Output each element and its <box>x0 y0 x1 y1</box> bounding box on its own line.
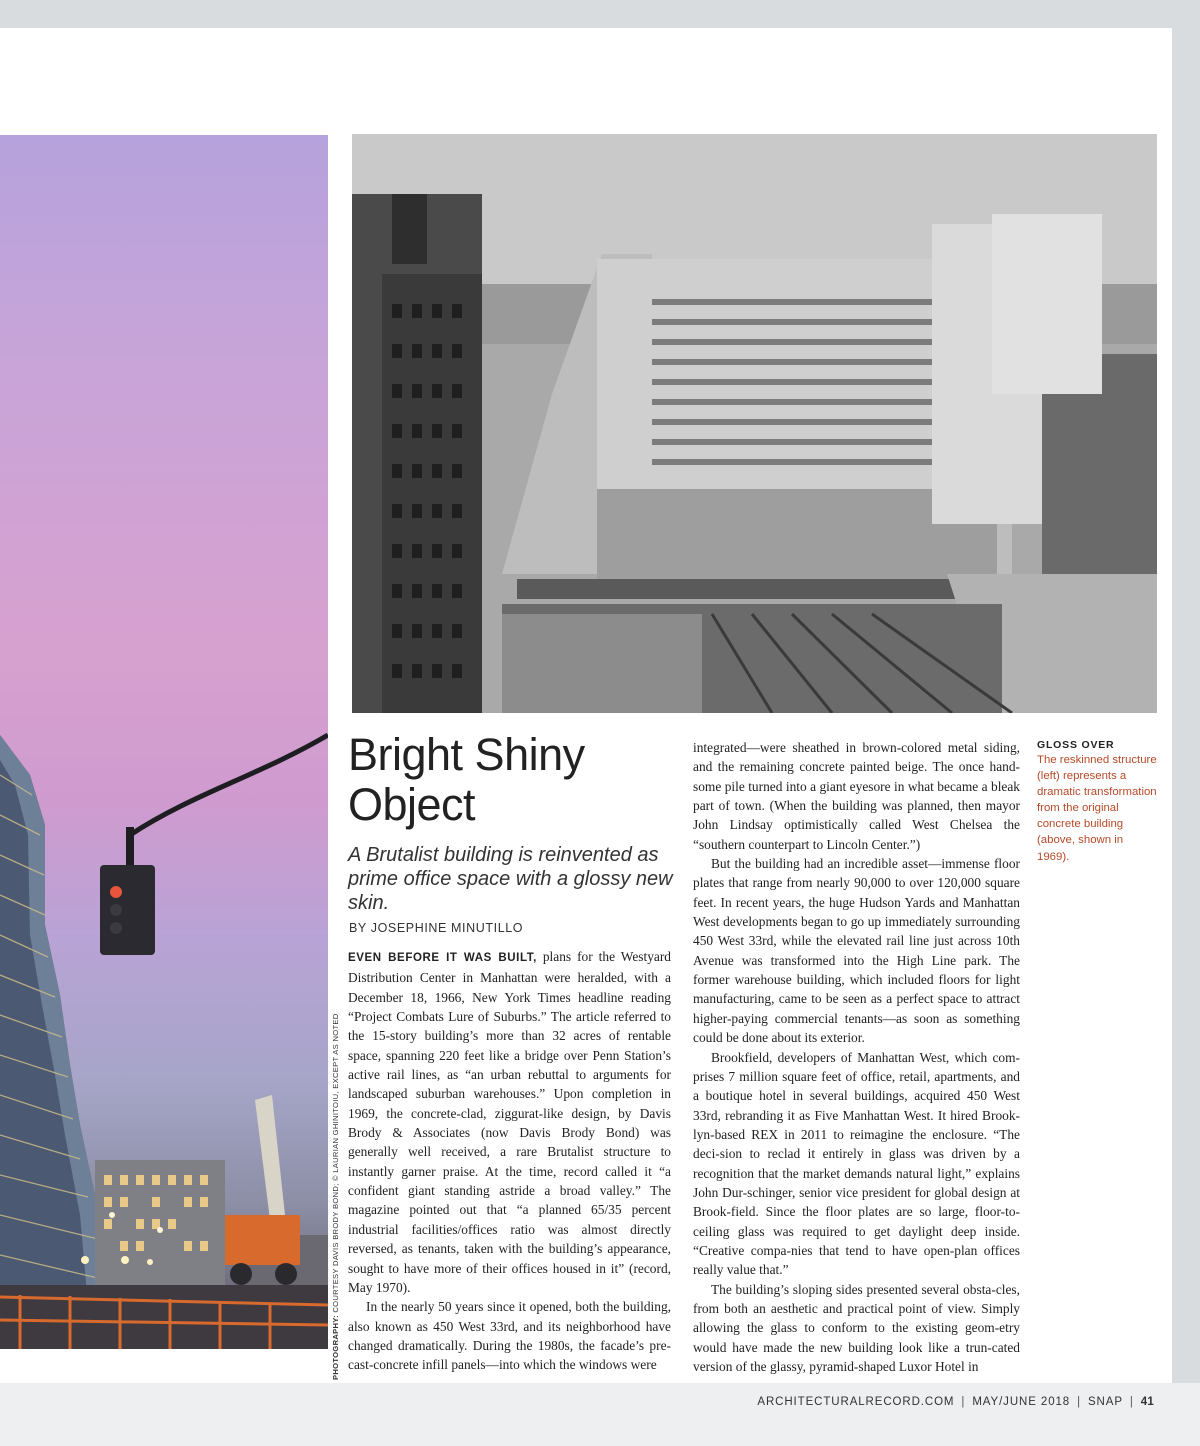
folio-issue: MAY/JUNE 2018 <box>972 1396 1071 1408</box>
magazine-page <box>0 28 1172 1383</box>
photo-credit <box>329 1013 343 1380</box>
page-gutter <box>0 1383 1200 1446</box>
left-tower <box>352 194 482 713</box>
color-photo-reclad-building <box>0 135 328 1349</box>
dusk-street-scene <box>0 135 328 1349</box>
folio-separator: | <box>1077 1396 1081 1408</box>
body-paragraph: Brookfield, developers of Manhattan West, which com-prises 7 million square feet of office, retail, apartments, and a boutique hotel in several buildings, acquired 450 West 33rd, rebranding it as Five Manhattan West. It hired Brook-lyn-based REX in 2011 to reimagine the enclosure. “The deci-sion to reclad it entirely in glass was driven by a recognition that the market demands natural light,” explains John Dur-schinger, senior vice president for global design at Brook-field. Since the floor plates are so large, floor-to-ceiling glass was required to get daylight deep inside. “Creative compa-nies that tend to have open-plan offices really value that.” <box>693 1049 1020 1278</box>
body-text: plans for the Westyard Distribution Center in Manhattan were heralded, with a December 18, 1966, New York Times headline reading “Project Combats Lure of Suburbs.” The article referred to the 15-story building’s more than 32 acres of rentable space, spanning 220 feet like a bridge over Penn Station’s active rail lines, as “an urban rebuttal to arguments for landscaped suburban warehouses.” Upon completion in 1969, the concrete-clad, ziggurat-like design, by Davis Brody & Associates (now Davis Brody Bond) was generally well received, a rare Brutalist structure to instantly garner praise. At the time, record called it “a confident giant standing astride a broad valley.” The magazine pointed out that “a planned 65/35 percent industrial facilities/offices ratio was almost directly reversed, as tenants, taken with the building’s appearance, sought to have more of their offices housed in it” (record, May 1970). <box>348 949 672 1295</box>
photo-credit-label: PHOTOGRAPHY: <box>331 1315 340 1380</box>
page-folio <box>757 1396 1154 1408</box>
lead-in: EVEN BEFORE IT WAS BUILT, <box>348 952 537 964</box>
folio-separator: | <box>961 1396 966 1408</box>
photo-caption-sidebar <box>1037 739 1157 865</box>
rail-yard <box>502 604 1012 713</box>
body-paragraph: In the nearly 50 years since it opened, both the building, also known as 450 West 33rd, and its neighborhood have changed dramatically. During the 1980s, the facade’s pre-cast-concrete infill panels—into which the windows were <box>348 1299 671 1373</box>
folio-site: ARCHITECTURALRECORD.COM <box>757 1396 955 1408</box>
caption-title: GLOSS OVER <box>1037 739 1115 751</box>
article-deck: A Brutalist building is reinvented as prime office space with a glossy new skin. <box>348 844 673 914</box>
body-column-2 <box>693 738 1020 1376</box>
body-paragraph <box>348 947 671 1297</box>
body-paragraph: integrated—were sheathed in brown-colored metal siding, and the remaining concrete painted beige. The once hand-some pile turned into a giant eyesore in what became a bleak part of town. (When the building was planned, then mayor John Lindsay optimistically called West Chelsea the “southern counterpart to Lincoln Center.”) <box>693 740 1020 852</box>
bw-photo-original-building-1969 <box>352 134 1157 713</box>
article-byline: BY JOSEPHINE MINUTILLO <box>349 921 524 935</box>
street <box>0 1285 328 1349</box>
body-column-1 <box>348 947 671 1375</box>
article-headline: Bright Shiny Object <box>348 729 585 830</box>
photo-credit-text: COURTESY DAVIS BRODY BOND; © LAURIAN GHINITOIU, EXCEPT AS NOTED <box>331 1013 340 1316</box>
body-paragraph: But the building had an incredible asset—immense floor plates that range from nearly 90,000 to over 120,000 square feet. In recent years, the huge Hudson Yards and Manhattan West developments began to go up immediately surrounding 450 West 33rd, while the elevated rail line just across 10th Avenue was transformed into the High Line park. The former warehouse building, which included floors for light manufacturing, came to be seen as a perfect space to attract higher-paying commercial tenants—as soon as something could be done about its exterior. <box>693 856 1020 1046</box>
folio-separator: | <box>1129 1396 1134 1408</box>
traffic-signal <box>100 735 328 955</box>
caption-text: The reskinned structure (left) represents a dramatic transformation from the original concrete building (above, shown in 1969). <box>1037 754 1157 863</box>
glass-building <box>0 735 110 1349</box>
westyard-1969-scene <box>352 134 1157 713</box>
body-paragraph: The building’s sloping sides presented several obsta-cles, from both an aesthetic and practical point of view. Simply allowing the glass to conform to the existing geom-etry would have made the new building look like a trun-cated version of the glassy, pyramid-shaped Luxor Hotel in <box>693 1281 1020 1374</box>
page-number: 41 <box>1140 1396 1154 1408</box>
folio-section: SNAP <box>1087 1396 1123 1408</box>
